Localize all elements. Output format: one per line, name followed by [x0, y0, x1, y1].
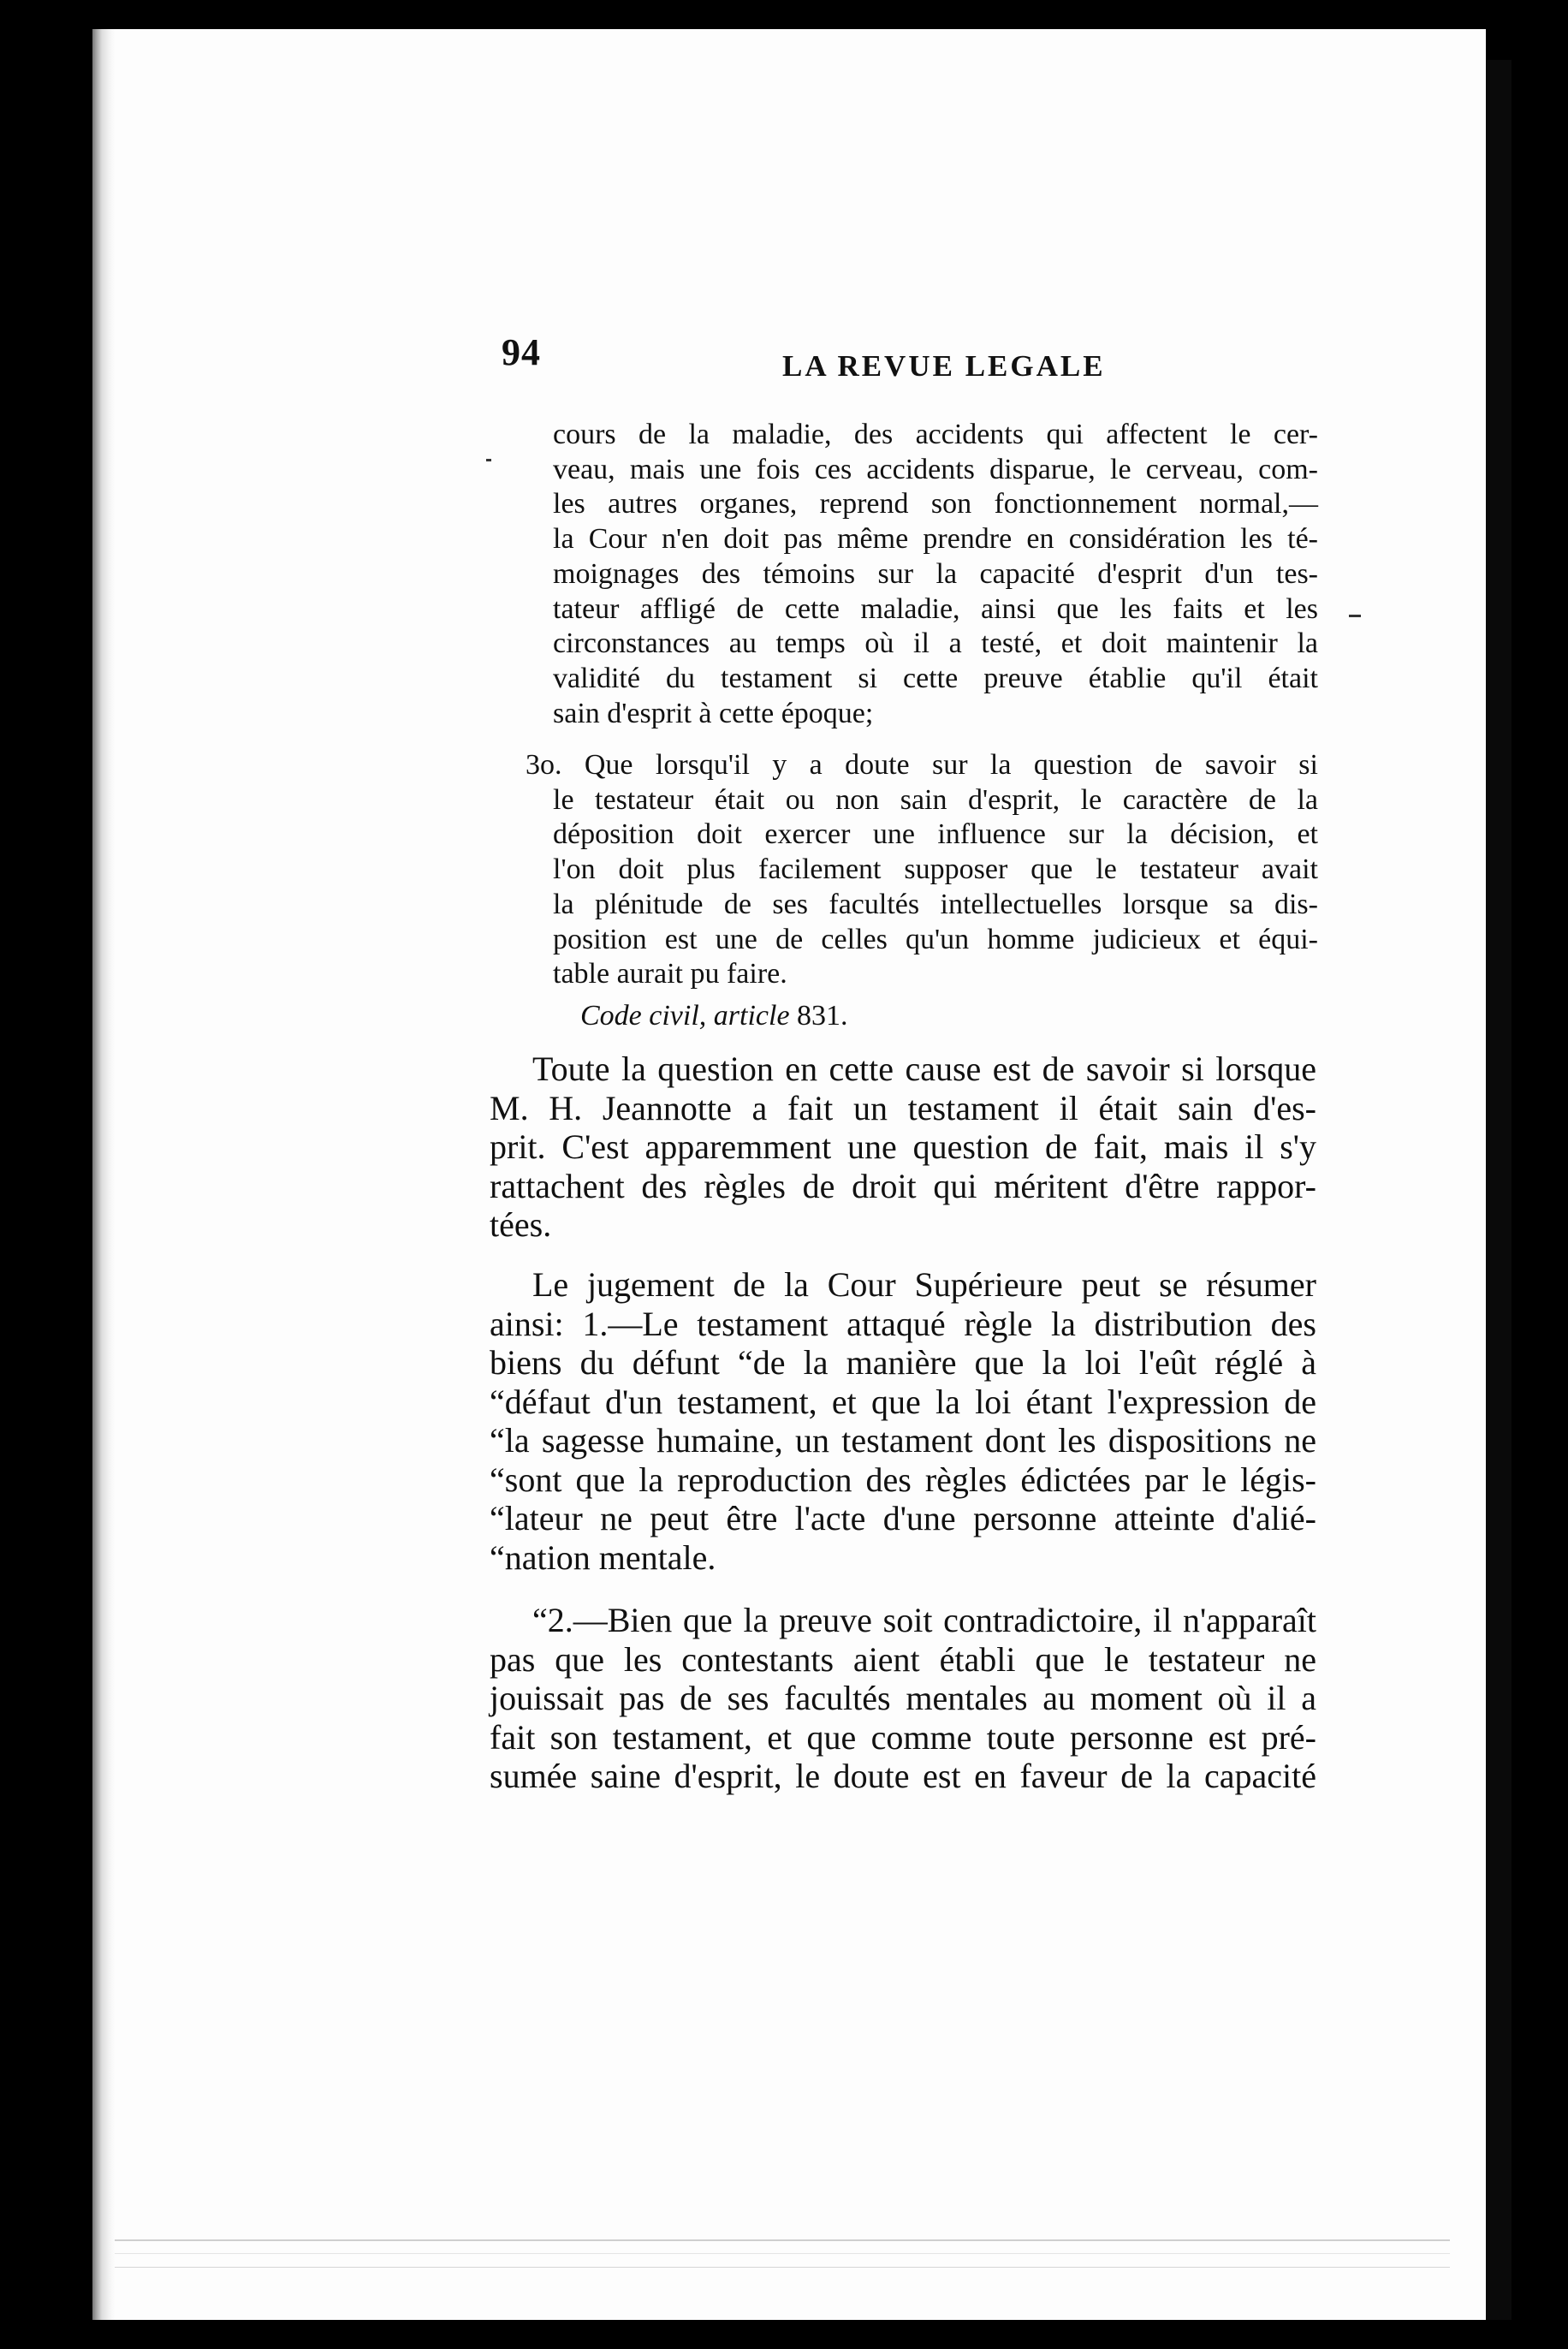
point-line: 3o. Que lorsqu'il y a doute sur la question de savoir si: [526, 749, 1318, 781]
page-gutter: [92, 29, 115, 2320]
quote-line: cours de la maladie, des accidents qui affectent le cer-: [553, 419, 1318, 450]
paragraph-3: [490, 1601, 1316, 1796]
quote-line: circonstances au temps où il a testé, et doit maintenir la: [553, 627, 1318, 660]
paragraph-line: biens du défunt “de la manière que la loi l'eût réglé à: [490, 1343, 1316, 1382]
quote-line: validité du testament si cette preuve établie qu'il était: [553, 662, 1318, 694]
scan-border: [1486, 60, 1512, 2320]
quote-line: sain d'esprit à cette époque;: [553, 697, 874, 729]
quote-line: moignages des témoins sur la capacité d'esprit d'un tes-: [553, 557, 1318, 590]
quoted-text-block: [553, 418, 1318, 731]
paragraph-line: “sont que la reproduction des règles édictées par le légis-: [490, 1460, 1316, 1499]
paragraph-line: M. H. Jeannotte a fait un testament il était sain d'es-: [490, 1088, 1316, 1127]
point-line: la plénitude de ses facultés intellectuelles lorsque sa dis-: [553, 888, 1318, 920]
page-number: 94: [502, 331, 541, 373]
paragraph-line: pas que les contestants aient établi que le testateur ne: [490, 1639, 1316, 1679]
paragraph-line: tées.: [490, 1205, 552, 1244]
page-edge-lower: [115, 2267, 1450, 2268]
code-reference-number: 831.: [797, 1000, 848, 1032]
quote-line: la Cour n'en doit pas même prendre en considération les té-: [553, 523, 1318, 556]
paragraph-line: rattachent des règles de droit qui méritent d'être rappor-: [490, 1166, 1316, 1205]
code-reference-text: Code civil, article: [580, 1000, 790, 1032]
quote-line: veau, mais une fois ces accidents disparue, le cerveau, com-: [553, 453, 1318, 485]
paragraph-line: “lateur ne peut être l'acte d'une personne atteinte d'alié-: [490, 1499, 1316, 1537]
paragraph-line: “2.—Bien que la preuve soit contradictoire, il n'apparaît: [532, 1601, 1316, 1639]
paragraph-line: prit. C'est apparemment une question de fait, mais il s'y: [490, 1127, 1316, 1166]
running-title: LA REVUE LEGALE: [782, 349, 1106, 383]
point-line: le testateur était ou non sain d'esprit, le caractère de la: [553, 783, 1318, 816]
paragraph-line: ainsi: 1.—Le testament attaqué règle la distribution des: [490, 1304, 1316, 1343]
paragraph-line: fait son testament, et que comme toute personne est pré-: [490, 1717, 1316, 1757]
paragraph-line: sumée saine d'esprit, le doute est en faveur de la capacité: [490, 1757, 1316, 1795]
margin-mark-right: [1349, 615, 1361, 617]
point-3-block: [526, 748, 1318, 992]
paragraph-line: “défaut d'un testament, et que la loi étant l'expression de: [490, 1382, 1316, 1421]
page-edge: [115, 2239, 1450, 2254]
paragraph-1: [490, 1050, 1316, 1245]
margin-mark: [486, 459, 491, 461]
quote-line: les autres organes, reprend son fonctionnement normal,—: [553, 488, 1318, 520]
paragraph-line: “la sagesse humaine, un testament dont les dispositions ne: [490, 1421, 1316, 1460]
point-line: déposition doit exercer une influence sur la décision, et: [553, 818, 1318, 851]
paragraph-line: Le jugement de la Cour Supérieure peut se résumer: [532, 1265, 1316, 1304]
code-reference: [580, 1000, 848, 1032]
paragraph-2: [490, 1265, 1316, 1577]
point-line: l'on doit plus facilement supposer que le testateur avait: [553, 853, 1318, 886]
paragraph-line: jouissait pas de ses facultés mentales au moment où il a: [490, 1679, 1316, 1717]
paragraph-line: Toute la question en cette cause est de savoir si lorsque: [532, 1050, 1316, 1088]
point-line: position est une de celles qu'un homme judicieux et équi-: [553, 923, 1318, 955]
paragraph-line: “nation mentale.: [490, 1537, 716, 1577]
quote-line: tateur affligé de cette maladie, ainsi que les faits et les: [553, 592, 1318, 625]
point-line: table aurait pu faire.: [553, 958, 787, 990]
